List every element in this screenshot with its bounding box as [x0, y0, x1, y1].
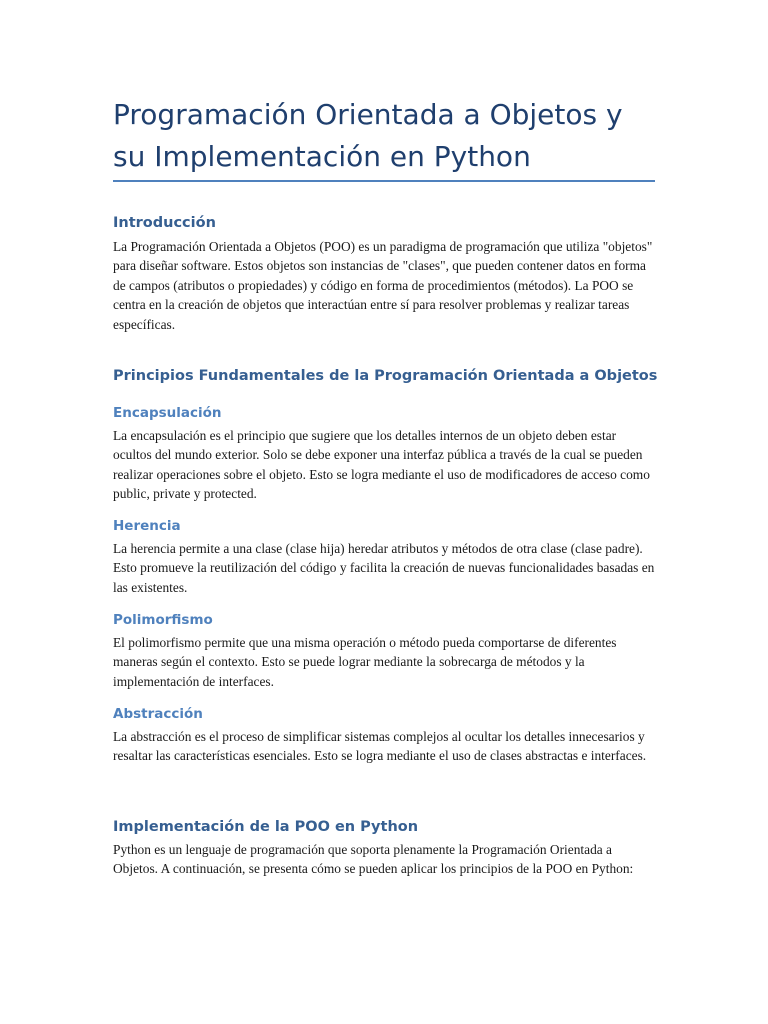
encapsulation-heading: Encapsulación — [113, 405, 222, 421]
encapsulation-paragraph: La encapsulación es el principio que sugiere que los detalles internos de un objeto deben estar ocultos del mundo exterior. Solo se debe exponer una interfaz pública a través de la cual se pueden realizar operaciones sobre el objeto. Esto se logra mediante el uso de modificadores de acceso como public, private y protected. — [113, 428, 650, 502]
polymorphism-heading: Polimorfismo — [113, 612, 213, 628]
inheritance-heading: Herencia — [113, 518, 181, 534]
implementation-paragraph: Python es un lenguaje de programación que soporta plenamente la Programación Orientada a Objetos. A continuación, se presenta cómo se pueden aplicar los principios de la POO en Python: — [113, 842, 634, 877]
abstraction-heading: Abstracción — [113, 706, 203, 722]
implementation-heading: Implementación de la POO en Python — [113, 819, 419, 835]
inheritance-paragraph: La herencia permite a una clase (clase hija) heredar atributos y métodos de otra clase (clase padre). Esto promueve la reutilización del código y facilita la creación de nuevas funcionalidades basadas en las existentes. — [113, 541, 655, 595]
intro-heading: Introducción — [113, 215, 216, 231]
abstraction-paragraph: La abstracción es el proceso de simplificar sistemas complejos al ocultar los detalles innecesarios y resaltar las características esenciales. Esto se logra mediante el uso de clases abstractas e interfaces. — [113, 729, 647, 764]
polymorphism-paragraph: El polimorfismo permite que una misma operación o método pueda comportarse de diferentes maneras según el contexto. Esto se puede lograr mediante la sobrecarga de métodos y la implementación de interfaces. — [113, 635, 617, 689]
intro-paragraph: La Programación Orientada a Objetos (POO) es un paradigma de programación que utiliza "objetos" para diseñar software. Estos objetos son instancias de "clases", que pueden contener datos en forma de campos (atributos o propiedades) y código en forma de procedimientos (métodos). La POO se centra en la creación de objetos que interactúan entre sí para resolver problemas y realizar tareas específicas. — [113, 239, 653, 332]
document-title: Programación Orientada a Objetos y su Implementación en Python — [113, 98, 623, 173]
principles-heading: Principios Fundamentales de la Programación Orientada a Objetos — [113, 368, 658, 384]
title-divider — [113, 180, 655, 182]
